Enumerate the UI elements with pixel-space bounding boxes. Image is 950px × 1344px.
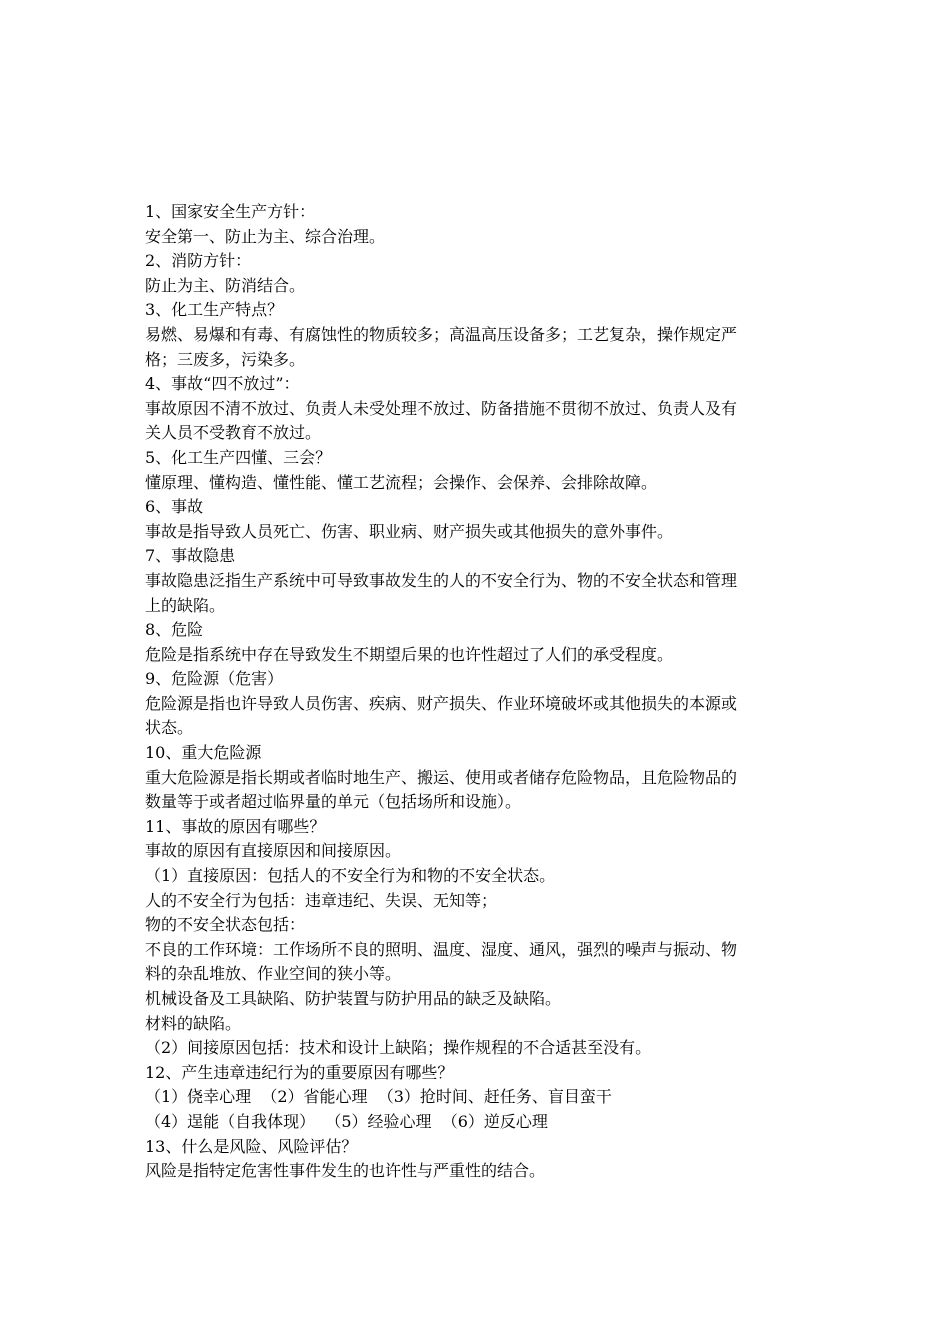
text-line: （2）间接原因包括：技术和设计上缺陷；操作规程的不合适甚至没有。: [145, 1038, 652, 1058]
text-line: 8、危险: [145, 620, 204, 640]
text-line: 9、危险源（危害）: [145, 669, 284, 689]
text-line: 10、重大危险源: [145, 743, 262, 763]
text-line: 1、国家安全生产方针：: [145, 202, 316, 221]
text-line: （1）直接原因：包括人的不安全行为和物的不安全状态。: [145, 866, 556, 886]
text-line: 12、产生违章违纪行为的重要原因有哪些？: [145, 1062, 454, 1082]
text-line: 不良的工作环境：工作场所不良的照明、温度、湿度、通风，强烈的噪声与振动、物: [145, 939, 738, 959]
text-line: 7、事故隐患: [145, 546, 236, 566]
text-line: （4）逞能（自我体现） （5）经验心理 （6）逆反心理: [145, 1111, 548, 1131]
text-line: 事故原因不清不放过、负责人未受处理不放过、防备措施不贯彻不放过、负责人及有: [145, 398, 738, 418]
text-line: 安全第一、防止为主、综合治理。: [145, 226, 386, 246]
text-line: 重大危险源是指长期或者临时地生产、搬运、使用或者储存危险物品，且危险物品的: [145, 767, 738, 787]
text-line: 易燃、易爆和有毒、有腐蚀性的物质较多；高温高压设备多；工艺复杂，操作规定严: [145, 324, 738, 344]
text-line: 料的杂乱堆放、作业空间的狭小等。: [145, 964, 402, 984]
text-line: 物的不安全状态包括：: [145, 915, 306, 935]
document-body: [145, 200, 805, 1184]
text-line: 风险是指特定危害性事件发生的也许性与严重性的结合。: [145, 1161, 546, 1181]
text-line: 5、化工生产四懂、三会？: [145, 447, 332, 467]
text-line: 6、事故: [145, 497, 204, 517]
text-line: 关人员不受教育不放过。: [145, 423, 322, 443]
text-line: 人的不安全行为包括：违章违纪、失误、无知等；: [145, 890, 498, 910]
text-line: 防止为主、防消结合。: [145, 275, 306, 295]
text-line: 4、事故“四不放过”：: [145, 374, 300, 394]
text-line: 格；三废多，污染多。: [145, 349, 306, 369]
text-line: 懂原理、懂构造、懂性能、懂工艺流程；会操作、会保养、会排除故障。: [145, 472, 658, 492]
text-line: 事故的原因有直接原因和间接原因。: [145, 841, 402, 861]
text-line: 危险是指系统中存在导致发生不期望后果的也许性超过了人们的承受程度。: [145, 644, 674, 664]
text-line: 数量等于或者超过临界量的单元（包括场所和设施）。: [145, 792, 522, 812]
text-line: 状态。: [145, 718, 194, 738]
text-line: 危险源是指也许导致人员伤害、疾病、财产损失、作业环境破坏或其他损失的本源或: [145, 693, 738, 713]
text-line: 上的缺陷。: [145, 595, 226, 615]
text-line: （1）侥幸心理 （2）省能心理 （3）抢时间、赶任务、盲目蛮干: [145, 1087, 612, 1107]
text-line: 事故是指导致人员死亡、伤害、职业病、财产损失或其他损失的意外事件。: [145, 521, 674, 541]
text-line: 13、什么是风险、风险评估？: [145, 1136, 358, 1156]
text-line: 3、化工生产特点？: [145, 300, 284, 320]
text-line: 材料的缺陷。: [145, 1013, 242, 1033]
text-line: 11、事故的原因有哪些？: [145, 816, 326, 836]
text-line: 机械设备及工具缺陷、防护装置与防护用品的缺乏及缺陷。: [145, 989, 562, 1008]
text-line: 2、消防方针：: [145, 251, 252, 271]
text-line: 事故隐患泛指生产系统中可导致事故发生的人的不安全行为、物的不安全状态和管理: [145, 570, 738, 590]
